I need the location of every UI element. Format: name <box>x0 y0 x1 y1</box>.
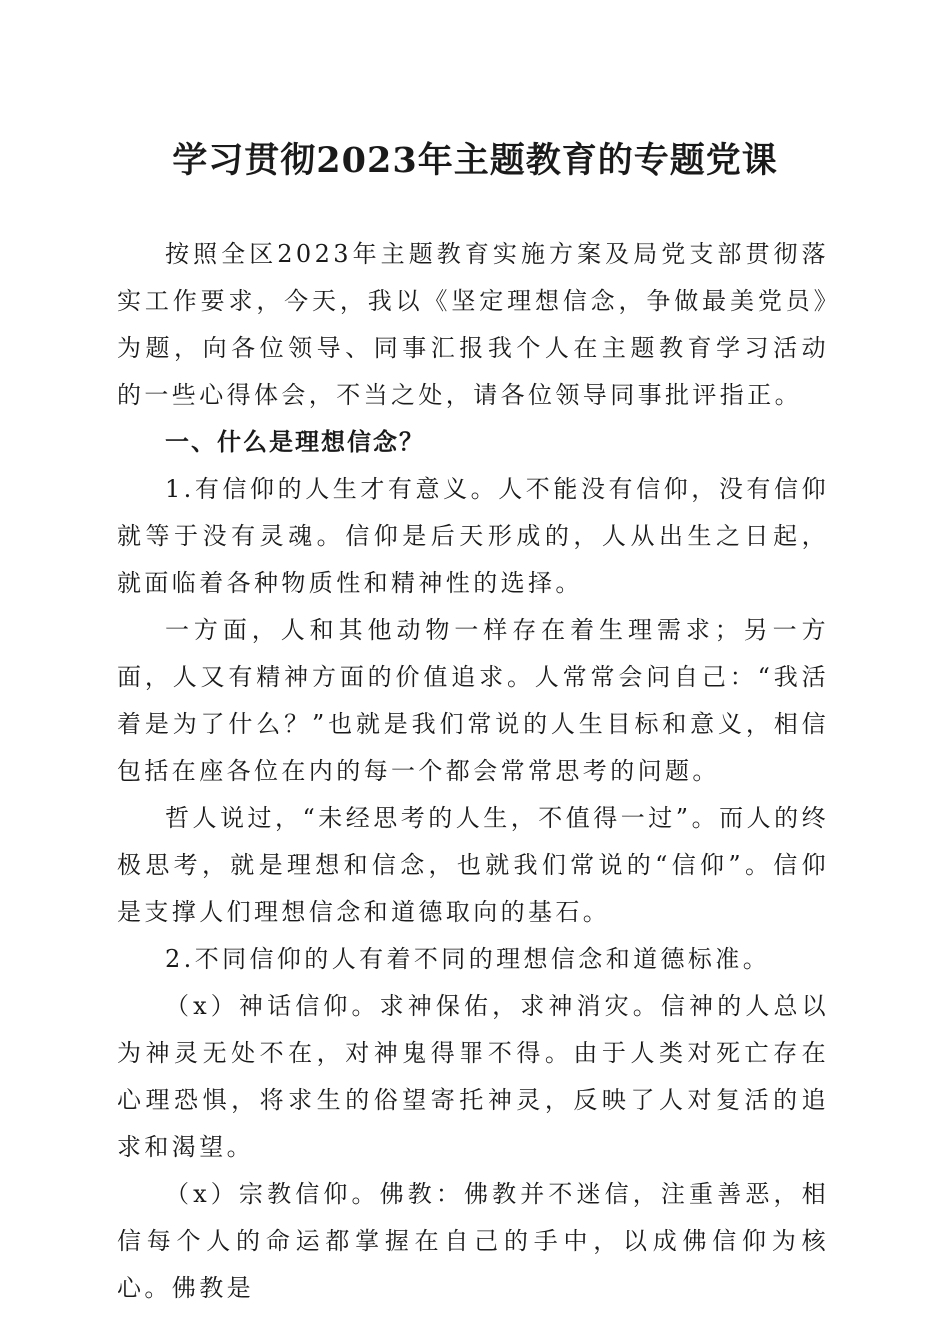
body-paragraph: 1.有信仰的人生才有意义。人不能没有信仰，没有信仰就等于没有灵魂。信仰是后天形成的，人从出生之日起，就面临着各种物质性和精神性的选择。 <box>117 475 829 597</box>
section-heading: 一、什么是理想信念？ <box>165 428 425 456</box>
document-title: 学习贯彻2023年主题教育的专题党课 <box>172 140 778 181</box>
body-paragraph: 哲人说过，“未经思考的人生，不值得一过”。而人的终极思考，就是理想和信念，也就我们常说的“信仰”。信仰是支撑人们理想信念和道德取向的基石。 <box>117 804 829 926</box>
body-paragraph: （x）宗教信仰。佛教：佛教并不迷信，注重善恶，相信每个人的命运都掌握在自己的手中，以成佛信仰为核心。佛教是 <box>117 1180 829 1302</box>
document-body <box>117 231 829 1312</box>
body-paragraph: 2.不同信仰的人有着不同的理想信念和道德标准。 <box>165 945 771 973</box>
body-paragraph: （x）神话信仰。求神保佑，求神消灾。信神的人总以为神灵无处不在，对神鬼得罪不得。由于人类对死亡存在心理恐惧，将求生的俗望寄托神灵，反映了人对复活的追求和渴望。 <box>117 992 829 1161</box>
body-paragraph: 一方面，人和其他动物一样存在着生理需求；另一方面，人又有精神方面的价值追求。人常常会问自己：“我活着是为了什么？”也就是我们常说的人生目标和意义，相信包括在座各位在内的每一个都会常常思考的问题。 <box>117 616 829 785</box>
intro-paragraph: 按照全区2023年主题教育实施方案及局党支部贯彻落实工作要求，今天，我以《坚定理想信念，争做最美党员》为题，向各位领导、同事汇报我个人在主题教育学习活动的一些心得体会，不当之处，请各位领导同事批评指正。 <box>117 240 829 409</box>
